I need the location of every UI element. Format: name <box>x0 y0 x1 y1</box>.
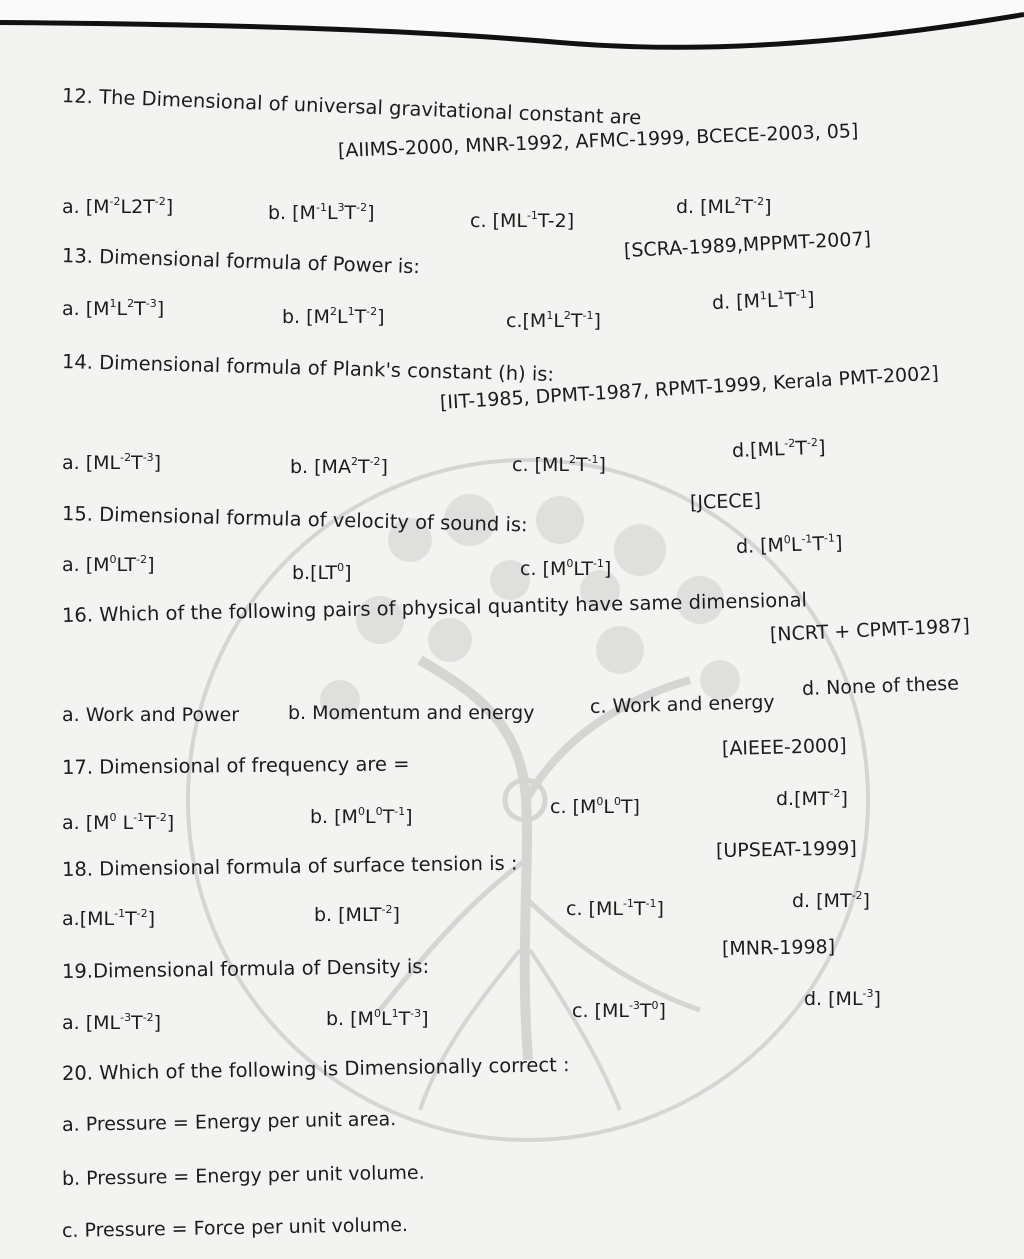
question-13 <box>62 244 421 278</box>
option-13a: a. $[M^1L^2T^{-3}]$ <box>62 296 165 320</box>
question-16-source: [NCRT + CPMT-1987] <box>769 614 971 646</box>
option-14c: c. $[ML^2T^{-1}]$ <box>512 452 606 476</box>
question-18 <box>62 852 518 881</box>
option-15a: a. $[M^0LT^{-2}]$ <box>62 552 155 576</box>
question-13-source: [SCRA-1989,MPPMT-2007] <box>623 227 872 262</box>
question-17-source: [AIEEE-2000] <box>721 734 847 760</box>
question-number: 18. <box>61 857 94 881</box>
option-13d: d. $[M^1L^1T^{-1}]$ <box>711 287 815 314</box>
question-text: Dimensional formula of surface tension is : <box>99 851 518 881</box>
option-19b: b. $[M^0L^1T^{-3}]$ <box>326 1006 429 1030</box>
option-18c: c. $[ML^{-1}T^{-1}]$ <box>566 896 664 920</box>
question-17 <box>62 752 410 779</box>
option-17b: b. $[M^0L^0T^{-1}]$ <box>310 804 413 828</box>
option-16c: c. Work and energy <box>589 691 775 718</box>
option-15c: c. $[M^0LT^{-1}]$ <box>520 556 612 580</box>
question-text: Dimensional formula of velocity of sound is: <box>98 502 528 537</box>
option-17d: $d.[MT^{-2}]$ <box>776 786 848 810</box>
question-number: 14. <box>61 350 94 374</box>
question-number: 13. <box>61 244 94 268</box>
question-19 <box>62 955 429 983</box>
option-18a: $a.[ML^{-1}T^{-2}]$ <box>62 906 156 930</box>
option-12b: b. $[M^{-1}L^3T^{-2}]$ <box>268 200 375 224</box>
option-16b: b. Momentum and energy <box>288 702 535 724</box>
option-20c: c. Pressure = Force per unit volume. <box>61 1213 409 1242</box>
question-16 <box>62 588 807 627</box>
option-18b: b. $[MLT^{-2}]$ <box>314 902 400 926</box>
option-17c: c. $[M^0L^0T]$ <box>550 794 640 818</box>
question-number: 16. <box>61 603 94 627</box>
question-19-source: [MNR-1998] <box>721 936 836 960</box>
question-14-source: [IIT-1985, DPMT-1987, RPMT-1999, Kerala PMT-2002] <box>439 362 940 414</box>
question-14 <box>62 350 555 386</box>
question-text: Dimensional of frequency are = <box>99 752 410 779</box>
option-14d: $d.[ML^{-2}T^{-2}]$ <box>731 435 826 462</box>
option-20b: b. Pressure = Energy per unit volume. <box>61 1161 425 1190</box>
option-13b: b. $[M^2L^1T^{-2}]$ <box>282 304 385 328</box>
question-number: 19. <box>61 959 94 983</box>
question-text: The Dimensional of universal gravitational constant are <box>98 85 642 130</box>
question-number: 17. <box>61 755 94 779</box>
option-19d: d. $[ML^{-3}]$ <box>804 986 881 1010</box>
question-text: Which of the following pairs of physical quantity have same dimensional <box>98 588 808 627</box>
option-12c: c. $[ML^{-1}T-2]$ <box>470 208 575 232</box>
option-12d: d. $[ML^2T^{-2}]$ <box>676 194 772 218</box>
question-number: 15. <box>61 502 94 526</box>
question-text: Which of the following is Dimensionally correct : <box>99 1053 570 1085</box>
option-14b: b. $[MA^2T^{-2}]$ <box>290 454 388 478</box>
option-17a: a. [$M^0$ $L^{-1}T^{-2}$] <box>62 810 175 834</box>
question-12 <box>62 84 642 129</box>
page-top-curve <box>0 0 1024 80</box>
question-12-source: [AIIMS-2000, MNR-1992, AFMC-1999, BCECE-2003, 05] <box>337 120 859 162</box>
question-text: Dimensional formula of Density is: <box>92 954 430 983</box>
option-16d: d. None of these <box>801 672 960 700</box>
option-15d: d. $[M^0L^{-1}T^{-1}]$ <box>735 531 843 558</box>
option-12a: a. $[M^{-2}L2T^{-2}]$ <box>62 194 174 218</box>
option-19a: a. $[ML^{-3}T^{-2}]$ <box>62 1010 162 1034</box>
question-18-source: [UPSEAT-1999] <box>715 837 858 862</box>
option-14a: a. $[ML^{-2}T^{-3}]$ <box>62 450 162 474</box>
question-number: 20. <box>61 1061 94 1085</box>
question-text: Dimensional formula of Power is: <box>98 245 421 279</box>
option-18d: d. $[MT^{-2}]$ <box>792 888 870 912</box>
option-20a: a. Pressure = Energy per unit area. <box>61 1108 397 1136</box>
option-16a: a. Work and Power <box>62 704 240 726</box>
question-15 <box>62 502 528 536</box>
question-15-source: [JCECE] <box>689 489 762 514</box>
option-19c: c. $[ML^{-3}T^0]$ <box>572 998 666 1022</box>
option-13c: $c.[M^1L^2T^{-1}]$ <box>506 308 601 332</box>
question-20 <box>62 1053 570 1085</box>
question-number: 12. <box>61 84 94 109</box>
option-15b: $b.[LT^0]$ <box>292 560 352 584</box>
question-text: Dimensional formula of Plank's constant (h) is: <box>98 350 555 386</box>
